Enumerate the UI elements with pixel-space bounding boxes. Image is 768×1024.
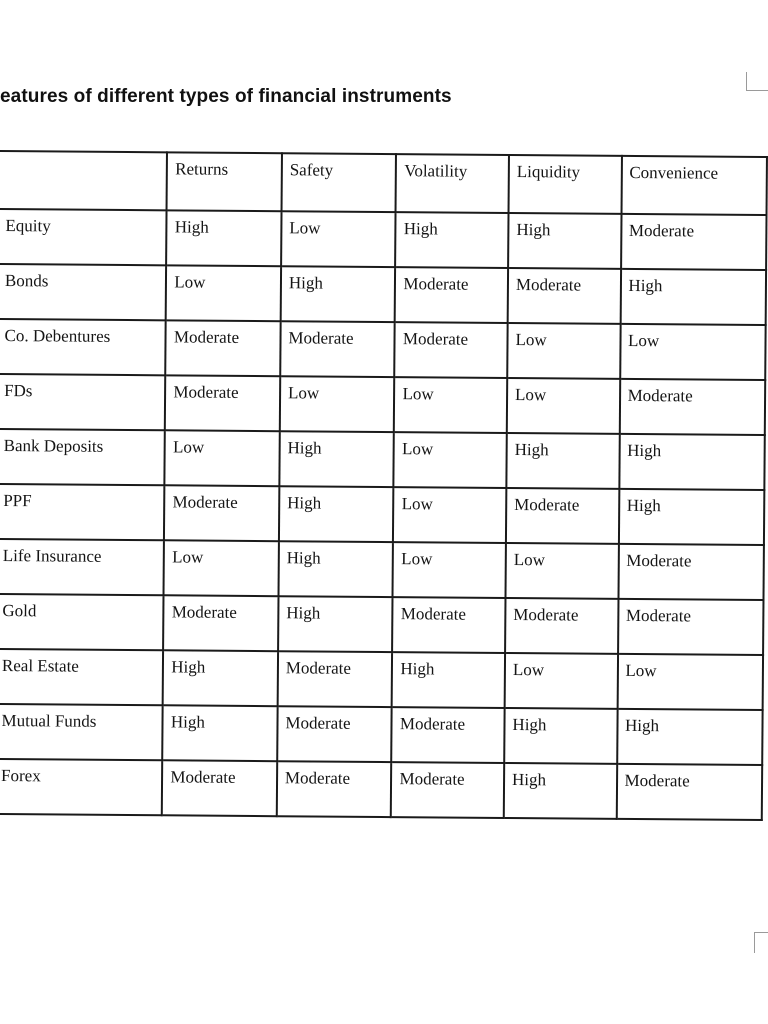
table-cell: Moderate [395,267,508,323]
row-label-cell: Bonds [0,264,166,320]
table-cell: High [508,213,621,269]
financial-instruments-table [0,150,768,821]
table-cell: Moderate [166,320,281,376]
table-row [0,539,764,600]
table-cell: Low [166,265,281,321]
table-cell: High [504,708,617,764]
table-corner-cell [0,151,167,210]
table-cell: Low [393,542,506,598]
table-cell: Moderate [508,268,621,324]
table-cell: Moderate [277,706,392,762]
table-row [0,594,763,655]
table-cell: Moderate [618,544,764,600]
page-corner-mark [754,932,768,953]
table-cell: Low [394,432,507,488]
table-cell: Low [505,653,618,709]
instruments-table-wrapper [0,150,768,821]
table-cell: High [620,269,766,325]
table-cell: Moderate [616,764,762,820]
row-label-cell: Real Estate [0,649,163,705]
row-label-cell: Gold [0,594,164,650]
table-cell: Low [165,430,280,486]
table-cell: Low [620,324,766,380]
row-label-cell: Bank Deposits [0,429,165,485]
table-cell: Low [505,543,618,599]
table-cell: Moderate [619,379,765,435]
table-cell: High [506,433,619,489]
table-cell: High [504,763,617,819]
table-cell: Moderate [506,488,619,544]
table-cell: Low [281,211,396,267]
row-label-cell: Mutual Funds [0,704,163,760]
table-cell: Moderate [505,598,618,654]
column-header-safety: Safety [281,153,396,212]
table-cell: Moderate [392,707,505,763]
row-label-cell: Equity [0,209,167,265]
table-row [0,374,765,435]
table-cell: Low [617,654,763,710]
table-cell: High [281,266,396,322]
table-cell: Low [280,376,395,432]
table-cell: Moderate [280,321,395,377]
column-header-volatility: Volatility [396,154,509,213]
table-row [0,429,765,490]
table-row [0,649,763,710]
table-cell: Moderate [395,322,508,378]
table-cell: Moderate [278,651,393,707]
table-cell: High [166,210,281,266]
table-cell: High [617,709,763,765]
table-row [0,209,767,270]
row-label-cell: Forex [0,759,163,815]
table-cell: High [618,489,764,545]
table-cell: Moderate [392,597,505,653]
column-header-convenience: Convenience [621,156,767,215]
document-title: eatures of different types of financial instruments [0,86,452,107]
table-cell: Moderate [163,595,278,651]
table-cell: Moderate [164,485,279,541]
column-header-returns: Returns [167,152,282,211]
table-row [0,704,763,765]
table-cell: Moderate [618,599,764,655]
row-label-cell: PPF [0,484,165,540]
table-cell: High [619,434,765,490]
row-label-cell: Life Insurance [0,539,164,595]
table-cell: Low [164,540,279,596]
table-cell: High [279,486,394,542]
table-cell: Moderate [391,762,504,818]
column-header-liquidity: Liquidity [508,155,621,214]
table-row [0,264,766,325]
table-cell: Moderate [165,375,280,431]
table-cell: Moderate [277,761,392,817]
table-cell: Moderate [162,760,277,816]
table-cell: High [278,541,393,597]
table-cell: High [279,431,394,487]
page-corner-mark [746,72,768,91]
table-cell: Low [394,377,507,433]
table-row [0,759,762,820]
row-label-cell: Co. Debentures [0,319,166,375]
table-body [0,151,767,820]
table-row [0,484,764,545]
row-label-cell: FDs [0,374,166,430]
table-cell: Low [507,323,620,379]
table-cell: High [392,652,505,708]
table-cell: High [278,596,393,652]
table-cell: High [396,212,509,268]
table-cell: Moderate [621,214,767,270]
table-cell: High [163,650,278,706]
table-cell: Low [393,487,506,543]
table-header-row [0,151,767,215]
table-cell: Low [507,378,620,434]
table-row [0,319,766,380]
table-cell: High [163,705,278,761]
